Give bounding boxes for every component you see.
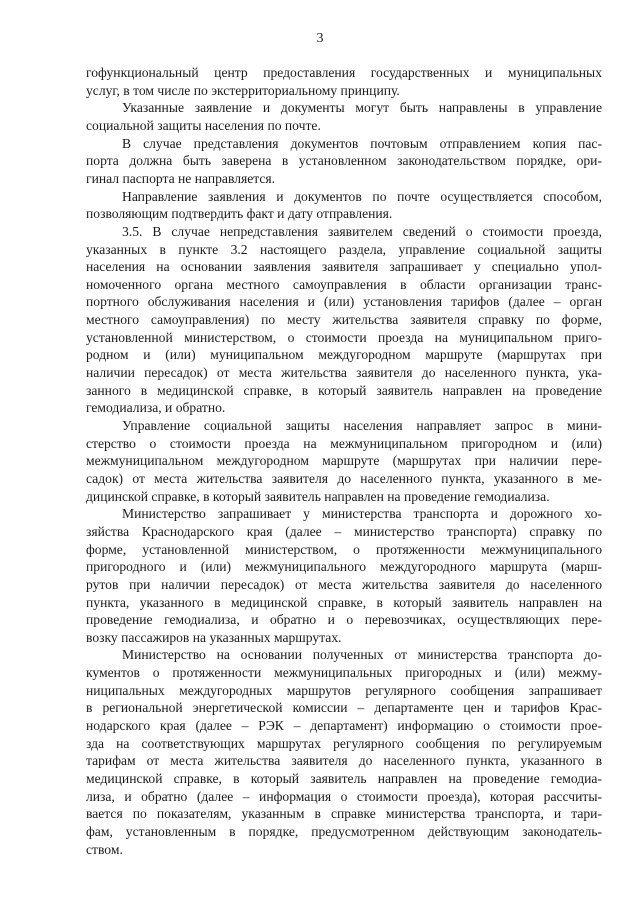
text-line: медицинской справке, в который заявитель направлен на проведение гемодиа- (86, 771, 602, 786)
text-line: нодарского края (далее – РЭК – департамент) информацию о стоимости прое- (86, 718, 602, 734)
text-line: местного самоуправления) по месту жительства заявителя справку по форме, (86, 312, 602, 328)
text-line: пункта, указанного в медицинской справке, в который заявитель направлен на (86, 594, 602, 610)
text-line: 3.5. В случае непредставления заявителем сведений о стоимости проезда, (122, 223, 602, 239)
text-line: возку пассажиров на указанных маршрутах. (86, 629, 342, 645)
text-line: в региональной энергетической комиссии – департаменте цен и тарифов Крас- (86, 700, 602, 716)
text-line: социальной защиты населения по почте. (86, 117, 321, 133)
text-line: гинал паспорта не направляется. (86, 170, 276, 186)
text-line: Министерство запрашивает у министерства транспорта и дорожного хо- (122, 506, 602, 522)
text-line: установленной министерством, о стоимости проезда на муниципальном приго- (86, 329, 602, 345)
text-line: рутов при наличии пересадок) от места жительства заявителя до населенного (86, 576, 602, 592)
text-line: гемодиализа, и обратно. (86, 400, 226, 416)
text-line: услуг, в том числе по экстерриториальному принципу. (86, 82, 400, 98)
text-line: фам, установленным в порядке, предусмотренном действующим законодатель- (86, 823, 602, 839)
text-line: Указанные заявление и документы могут быть направлены в управление (122, 100, 602, 116)
text-line: указанных в пункте 3.2 настоящего раздела, управление социальной защиты (86, 241, 602, 257)
text-line: наличии пересадок) от места жительства заявителя до населенного пункта, ука- (86, 365, 602, 381)
text-line: кументов о протяженности межмуниципальных пригородных и (или) межму- (86, 665, 602, 681)
text-line: В случае представления документов почтовым отправлением копия пас- (122, 135, 602, 151)
text-line: занного в медицинской справке, в который заявитель направлен на проведение (86, 382, 602, 398)
text-line: дицинской справке, в который заявитель направлен на проведение гемодиализа. (86, 488, 550, 504)
text-line: гофункциональный центр предоставления государственных и муниципальных (86, 65, 602, 80)
text-line: ниципальных междугородных маршрутов регулярного сообщения запрашивает (86, 682, 602, 698)
page-number: 3 (316, 31, 324, 46)
text-line: портного обслуживания населения и (или) установления тарифов (далее – орган (86, 294, 602, 310)
text-line: стерство о стоимости проезда на межмуниципальном пригородном и (или) (86, 435, 602, 451)
text-line: межмуниципальном междугородном маршруте (маршрутах при наличии пере- (86, 453, 602, 469)
text-line: Министерство на основании полученных от министерства транспорта до- (122, 647, 602, 663)
text-line: форме, установленной министерством, о протяженности межмуниципального (86, 541, 602, 557)
text-line: ством. (86, 841, 123, 857)
text-line: номоченного органа местного самоуправления в области организации транс- (86, 276, 602, 292)
text-line: Направление заявления и документов по почте осуществляется способом, (122, 188, 602, 204)
text-line: садок) от места жительства заявителя до населенного пункта, указанного в ме- (86, 470, 602, 486)
text-line: позволяющим подтвердить факт и дату отправления. (86, 206, 393, 222)
text-line: зда на соответствующих маршрутах регулярного сообщения по регулируемым (86, 735, 602, 751)
text-line: порта должна быть заверена в установленном законодательством порядке, ори- (86, 153, 602, 169)
text-line: Управление социальной защиты населения направляет запрос в мини- (122, 418, 602, 433)
text-line: пригородного и (или) межмуниципального междугородного маршрута (марш- (86, 559, 602, 575)
text-line: зяйства Краснодарского края (далее – министерство транспорта) справку по (86, 523, 602, 539)
text-line: лиза, и обратно (далее – информация о стоимости проезда), которая рассчиты- (86, 788, 602, 804)
text-line: проведение гемодиализа, и обратно и о перевозчиках, осуществляющих пере- (86, 612, 602, 628)
text-line: родном и (или) муниципальном междугородном маршруте (маршрутах при (86, 347, 602, 363)
text-line: тарифам от места жительства заявителя до населенного пункта, указанного в (86, 753, 602, 769)
text-line: вается по показателям, указанным в справке министерства транспорта, и тари- (86, 806, 602, 822)
text-line: населения на основании заявления заявителя запрашивает у специально упол- (86, 259, 602, 275)
